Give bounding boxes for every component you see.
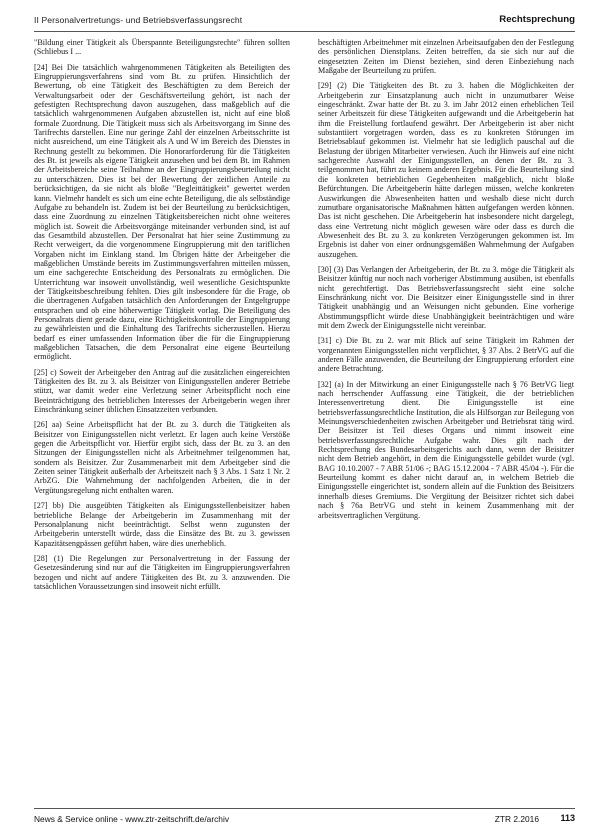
paragraph-27: [27] bb) Die ausgeübten Tätigkeiten als Einigungsstellenbeisitzer haben betriebliche Belange der Arbeitgeberin im Zusammenhang mit der Personalplanung nicht beeinträchtigt. Selbst wenn zugunsten der Arbeitgeberin unterstellt würde, dass die Einsätze des Bt. zu 3. gewissen Kapazitätsengpässen geführt haben, wäre dies unerheblich. [34, 501, 290, 548]
header-rule [34, 31, 575, 32]
page-footer [34, 812, 575, 826]
left-column [34, 38, 290, 804]
paragraph-24: [24] Bei Die tatsächlich wahrgenommenen Tätigkeiten als Beteiligten des Eingruppierungsverfahrens sind vom Bt. zu prüfen. Hinsichtlich der Bewertung, ob eine Tätigkeit des Beschäftigten zu dem Bereich der Verwaltungsarbeit oder der Geschäftsverteilung gehört, ist nach der gefestigten Rechtsprechung davon auszugehen, dass maßgeblich auf die tatsächlich wahrgenommenen Aufgaben abzustellen ist, nicht auf eine bloß formale Zuordnung. Die Tätigkeit muss sich als Arbeitsvorgang im Sinne des Tarifrechts darstellen. Eine nur geringe Zahl der einzelnen Arbeitsschritte ist nicht ausreichend, um eine Tätigkeit als A und W im Bereich des Dienstes in Rechnung gestellt zu bekommen. Die Honorarforderung für die Tätigkeiten des Bt. ist jeweils als eigene Tätigkeit anzusehen und bei dem Bt. im Rahmen der Arbeitsbereiche seine Teilnahme an der Eingruppierungsbeurteilung nicht zu unterschätzen. Dies ist bei der Bewertung der zeitlichen Anteile zu berücksichtigen, da sie nicht als bloße "Begleittätigkeit" gewertet werden kann. Vielmehr handelt es sich um eine echte Beteiligung, die als selbständige Aufgabe zu behandeln ist. Zudem ist bei der Beurteilung zu berücksichtigen, dass eine Zuordnung zu einzelnen Tätigkeitsbereichen nicht ohne weiteres möglich ist. Soweit die Arbeitsvorgänge miteinander verbunden sind, ist auf das Gesamtbild abzustellen. Der Personalrat hat hier seine Zustimmung zu Recht verweigert, da die vorgenommene Eingruppierung mit den tariflichen Vorgaben nicht im Einklang stand. Im Übrigen hätte der Arbeitgeber die maßgeblichen Umstände bereits im Zustimmungsverfahren mitteilen müssen, um eine sachgerechte Entscheidung des Personalrats zu ermöglichen. Die Unterrichtung war insoweit unvollständig, weil wesentliche Gesichtspunkte der Tätigkeitsbeschreibung fehlten. Dies gilt insbesondere für die Frage, ob die übertragenen Aufgaben tatsächlich den Anforderungen der Entgeltgruppe entsprachen und ob eine höherwertige Tätigkeit vorlag. Die Beteiligung des Personalrats dient gerade dazu, eine Richtigkeitskontrolle der Eingruppierung zu gewährleisten und die Einhaltung des Tarifrechts sicherzustellen. Hierzu bedarf es einer umfassenden Information über die für die Eingruppierung maßgeblichen Tatsachen, die dem Personalrat eine eigene Beurteilung ermöglicht. [34, 62, 290, 362]
footer-link-text: News & Service online - www.ztr-zeitschrift.de/archiv [34, 814, 230, 824]
category-label: Rechtsprechung [499, 14, 575, 25]
paragraph-continuation: "Bildung einer Tätigkeit als Überspannte Beteiligungsrechte" führen sollten (Schliebus I ... [34, 38, 290, 57]
paragraph-25: [25] c) Soweit der Arbeitgeber den Antrag auf die zusätzlichen eingereichten Tätigkeiten des Bt. zu 3. als Beisitzer von Einigungsstellen anderer Betriebe stützt, war damit weder eine Verletzung seiner Arbeitspflicht noch eine Beeinträchtigung des betrieblichen Interesses der Arbeitgeberin wegen ihrer Einschränkung seiner üblichen Einsatzzeiten verbunden. [34, 367, 290, 415]
running-header [34, 14, 575, 30]
paragraph-28: [28] (1) Die Regelungen zur Personalvertretung in der Fassung der Gesetzesänderung sind nur auf die Tätigkeiten im Eingruppierungsverfahren bezogen und nicht auf andere Tätigkeiten des Bt. zu 3. anzuwenden. Die tatsächlichen Voraussetzungen sind insoweit nicht erfüllt. [34, 553, 290, 591]
paragraph-26: [26] aa) Seine Arbeitspflicht hat der Bt. zu 3. durch die Tätigkeiten als Beisitzer von Einigungsstellen nicht verletzt. Er lagen auch keine Verstöße gegen die Arbeitspflicht vor. Hierfür ergibt sich, dass der Bt. zu 3. an den Sitzungen der Einigungsstellen nicht als Arbeitnehmer teilgenommen hat, sondern als Beisitzer. Zur Zusammenarbeit mit dem Arbeitgeber sind die Zeiten seiner Tätigkeit außerhalb der Arbeitszeit nach § 3 Abs. 1 Satz 1 Nr. 2 ArbZG. Die Wahrnehmung der nachfolgenden Arbeiten, die in der Vergütungsregelung nicht enthalten waren. [34, 420, 290, 495]
right-column [318, 38, 574, 804]
page-number: 113 [560, 813, 575, 823]
paragraph-32: [32] (a) In der Mitwirkung an einer Einigungsstelle nach § 76 BetrVG liegt nach herrschender Auffassung eine Tätigkeit, die der betrieblichen Interessenvertretung dient. Die Einigungsstelle ist eine betriebsverfassungsrechtliche Institution, die als Hilfsorgan zur Beilegung von Meinungsverschiedenheiten zwischen Arbeitgeber und Betriebsrat tätig wird. Der Beisitzer ist Teil dieses Organs und nimmt insoweit eine betriebsverfassungsrechtliche Aufgabe wahr. Dies gilt nach der Rechtsprechung des Bundesarbeitsgerichts auch dann, wenn der Beisitzer nicht dem Betrieb angehört, in dem die Einigungsstelle gebildet wurde (vgl. BAG 10.10.2007 - 7 ABR 51/06 -; BAG 15.12.2004 - 7 ABR 45/04 -). Für die Beurteilung kommt es daher nicht darauf an, in welchem Betrieb die Einigungsstelle eingerichtet ist, sondern allein auf die Funktion des Beisitzers innerhalb dieses Gremiums. Die Vergütung der Beisitzer richtet sich dabei nach § 76a BetrVG und steht in keinem Zusammenhang mit der arbeitsvertraglichen Vergütung. [318, 379, 574, 520]
footer-rule [34, 808, 575, 809]
paragraph-31: [31] c) Die Bt. zu 2. war mit Blick auf seine Tätigkeit im Rahmen der vorgenannten Einigungsstellen nicht verpflichtet, § 37 Abs. 2 BetrVG auf die anderen Fälle anzuwenden, die Beurteilung der Eingruppierung erfordert eine andere Betrachtung. [318, 336, 574, 374]
paragraph-continuation-right: beschäftigten Arbeitnehmer mit einzelnen Arbeitsaufgaben den der Festlegung des persönlichen Dienstplans. Zeiten betreffen, da sie sich nur auf die eingesetzten Zeiten im Dienst beziehen, sind deren Einbeziehung nach Maßgabe der Beurteilung zu prüfen. [318, 38, 574, 76]
section-title: II Personalvertretungs- und Betriebsverfassungsrecht [34, 15, 243, 25]
journal-issue: ZTR 2.2016 [494, 814, 539, 824]
paragraph-29: [29] (2) Die Tätigkeiten des Bt. zu 3. haben die Möglichkeiten der Arbeitgeberin zur Einsatzplanung auch nicht in unzumutbarer Weise eingeschränkt. Zwar hatte der Bt. zu 3. im Jahr 2012 einen erheblichen Teil seiner Arbeitszeit für diese Tätigkeiten aufgewandt und die Arbeitgeberin hat ihm die Freistellung fortlaufend gewährt. Der Arbeitgeberin ist aber nicht substantiiert vorgetragen worden, dass es zu konkreten Störungen im Betriebsablauf gekommen ist. Vielmehr hat sie lediglich pauschal auf die Belastung der übrigen Mitarbeiter verwiesen. Auch ihr Hinweis auf eine nicht sachgerechte Auswahl der Einigungsstellen, an denen der Bt. zu 3. teilgenommen hat, führt zu keinem anderen Ergebnis. Für die Beurteilung sind die konkreten betrieblichen Gegebenheiten maßgeblich, nicht bloße Befürchtungen. Die Arbeitgeberin hätte darlegen müssen, welche konkreten Auswirkungen die Abwesenheiten hatten und weshalb diese nicht durch zumutbare organisatorische Maßnahmen hätten aufgefangen werden können. Das ist nicht geschehen. Die Arbeitgeberin hat insbesondere nicht dargelegt, dass eine Vertretung nicht möglich gewesen wäre oder dass es durch die Abwesenheit des Bt. zu 3. zu konkreten Verzögerungen gekommen ist. Im Ergebnis ist daher von einer ordnungsgemäßen Wahrnehmung der Aufgaben auszugehen. [318, 81, 574, 259]
paragraph-30: [30] (3) Das Verlangen der Arbeitgeberin, der Bt. zu 3. möge die Tätigkeit als Beisitzer künftig nur noch nach vorheriger Abstimmung ausüben, ist ebenfalls nicht gerechtfertigt. Das Betriebsverfassungsrecht sieht eine solche Einschränkung nicht vor. Die Beisitzer einer Einigungsstelle sind in ihrer Tätigkeit unabhängig und an Weisungen nicht gebunden. Eine vorherige Abstimmungspflicht würde diese Unabhängigkeit beeinträchtigen und wäre mit dem Zweck der Einigungsstelle nicht vereinbar. [318, 264, 574, 330]
